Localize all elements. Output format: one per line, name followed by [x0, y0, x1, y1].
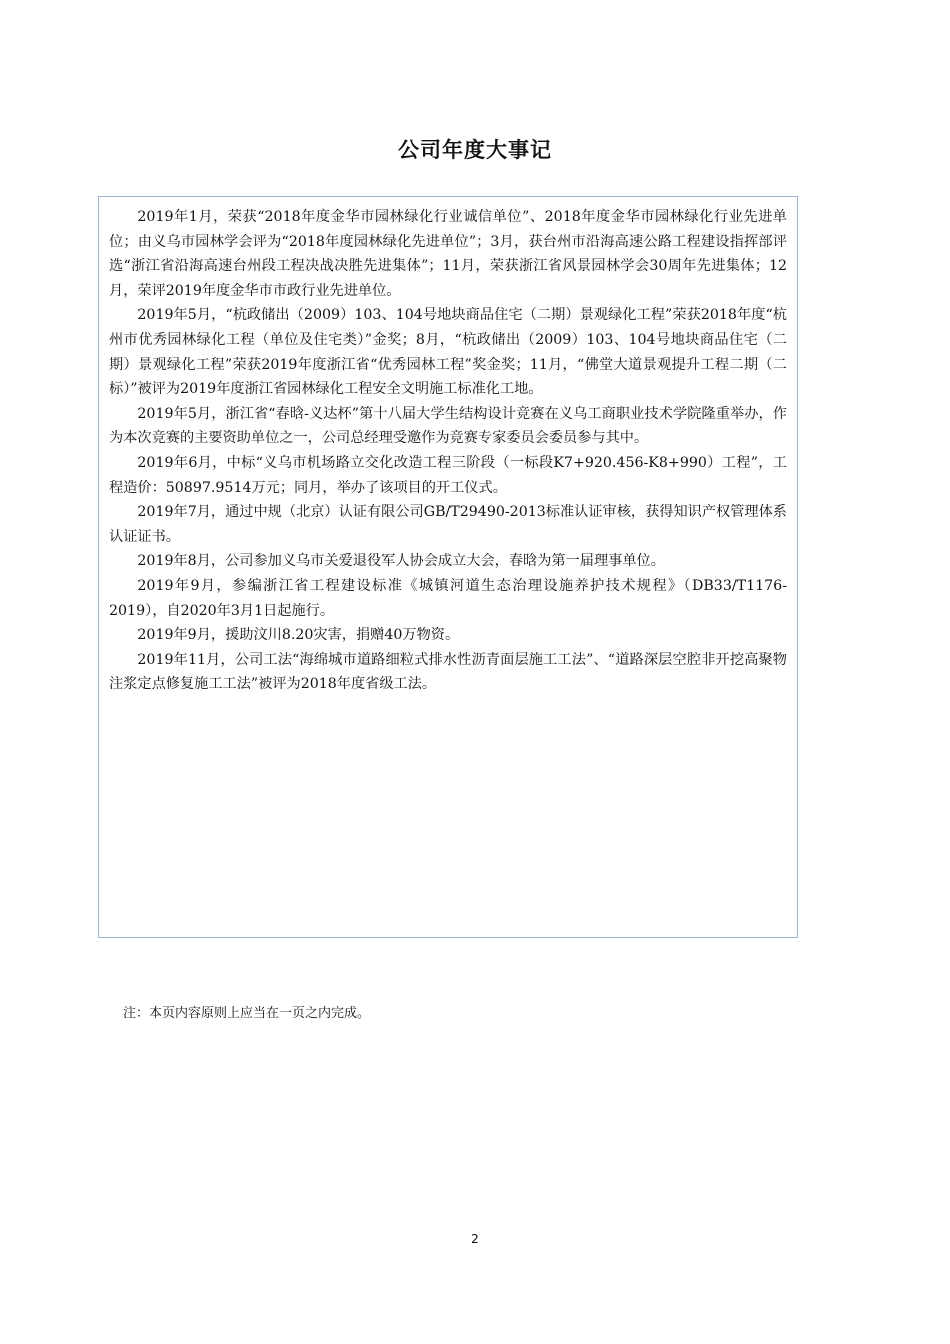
page-footnote: 注：本页内容原则上应当在一页之内完成。	[123, 1006, 371, 1021]
page-number: 2	[471, 1232, 479, 1246]
event-entry-3: 2019年5月，浙江省“春晗-义达杯”第十八届大学生结构设计竞赛在义乌工商职业技术学院隆重举办，作为本次竞赛的主要资助单位之一，公司总经理受邀作为竞赛专家委员会委员参与其中。	[109, 405, 787, 447]
events-content-box	[98, 196, 798, 938]
page-title: 公司年度大事记	[398, 138, 552, 162]
event-entry-1: 2019年1月，荣获“2018年度金华市园林绿化行业诚信单位”、2018年度金华市园林绿化行业先进单位；由义乌市园林学会评为“2018年度园林绿化先进单位”；3月，获台州市沿海高速公路工程建设指挥部评选“浙江省沿海高速台州段工程决战决胜先进集体”；11月，荣获浙江省风景园林学会30周年先进集体；12月，荣评2019年度金华市市政行业先进单位。	[109, 209, 787, 299]
event-entry-7: 2019年9月，参编浙江省工程建设标准《城镇河道生态治理设施养护技术规程》（DB33/T1176-2019），自2020年3月1日起施行。	[109, 577, 787, 619]
event-entry-9: 2019年11月，公司工法“海绵城市道路细粒式排水性沥青面层施工工法”、“道路深层空腔非开挖高聚物注浆定点修复施工工法”被评为2018年度省级工法。	[109, 651, 787, 693]
event-entry-8: 2019年9月，援助汶川8.20灾害，捐赠40万物资。	[137, 627, 460, 644]
event-entry-2: 2019年5月，“杭政储出（2009）103、104号地块商品住宅（二期）景观绿化工程”荣获2018年度“杭州市优秀园林绿化工程（单位及住宅类）”金奖；8月，“杭政储出（2009）103、104号地块商品住宅（二期）景观绿化工程”荣获2019年度浙江省“优秀园林工程”奖金奖；11月，“佛堂大道景观提升工程二期（二标）”被评为2019年度浙江省园林绿化工程安全文明施工标准化工地。	[109, 307, 787, 398]
event-entry-6: 2019年8月，公司参加义乌市关爱退役军人协会成立大会，春晗为第一届理事单位。	[137, 553, 665, 570]
event-entry-4: 2019年6月，中标“义乌市机场路立交化改造工程三阶段（一标段K7+920.456-K8+990）工程”，工程造价：50897.9514万元；同月，举办了该项目的开工仪式。	[109, 454, 787, 496]
event-entry-5: 2019年7月，通过中规（北京）认证有限公司GB/T29490-2013标准认证审核，获得知识产权管理体系认证证书。	[109, 504, 787, 545]
